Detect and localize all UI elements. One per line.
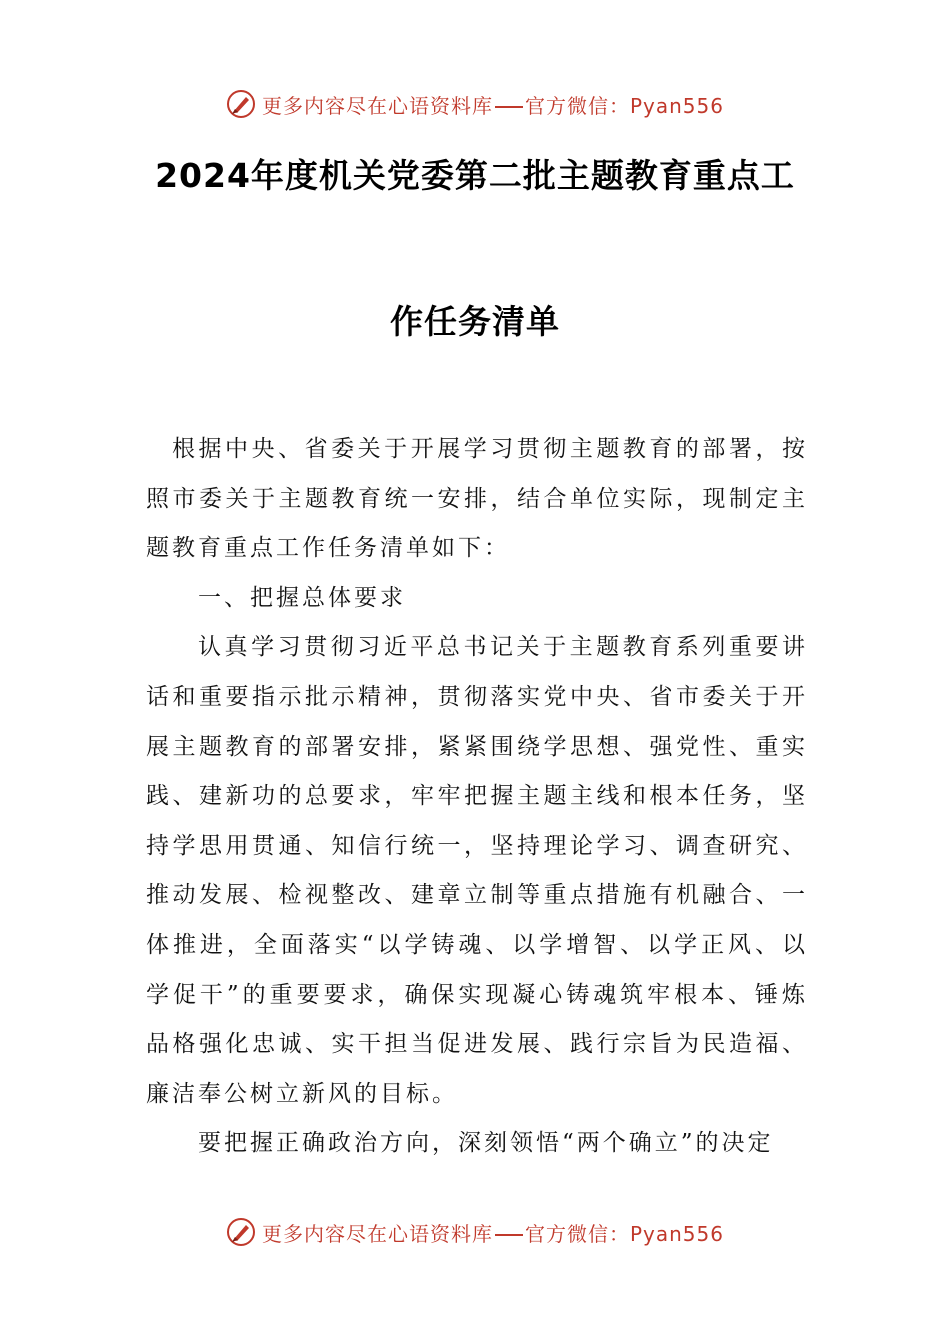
paragraph-requirements: 认真学习贯彻习近平总书记关于主题教育系列重要讲话和重要指示批示精神，贯彻落实党中央、省市委关于开展主题教育的部署安排，紧紧围绕学思想、强党性、重实践、建新功的总要求，牢牢把握主题主线和根本任务，坚持学思用贯通、知信行统一，坚持理论学习、调查研究、推动发展、检视整改、建章立制等重点措施有机融合、一体推进，全面落实“以学铸魂、以学增智、以学正风、以学促干”的重要要求，确保实现凝心铸魂筑牢根本、锤炼品格强化忠诚、实干担当促进发展、践行宗旨为民造福、廉洁奉公树立新风的目标。 xyxy=(146,634,808,1107)
paragraph-intro: 根据中央、省委关于开展学习贯彻主题教育的部署，按照市委关于主题教育统一安排，结合单位实际，现制定主题教育重点工作任务清单如下： xyxy=(146,436,808,562)
footer-watermark xyxy=(0,1212,950,1252)
watermark-text: 更多内容尽在心语资料库 官方微信：Pyan556 xyxy=(261,93,724,118)
paragraph-direction: 要把握正确政治方向，深刻领悟“两个确立”的决定 xyxy=(198,1130,774,1157)
pen-logo-icon xyxy=(226,1217,256,1247)
header-watermark xyxy=(0,84,950,124)
document-title-line2: 作任务清单 xyxy=(390,302,560,341)
watermark-dash xyxy=(495,106,523,108)
watermark-text: 更多内容尽在心语资料库 官方微信：Pyan556 xyxy=(261,1221,724,1246)
document-body xyxy=(146,425,808,1169)
watermark-dash xyxy=(495,1234,523,1236)
document-title-line1: 2024年度机关党委第二批主题教育重点工 xyxy=(155,156,795,195)
section-heading: 一、把握总体要求 xyxy=(198,584,406,611)
pen-logo-icon xyxy=(226,89,256,119)
